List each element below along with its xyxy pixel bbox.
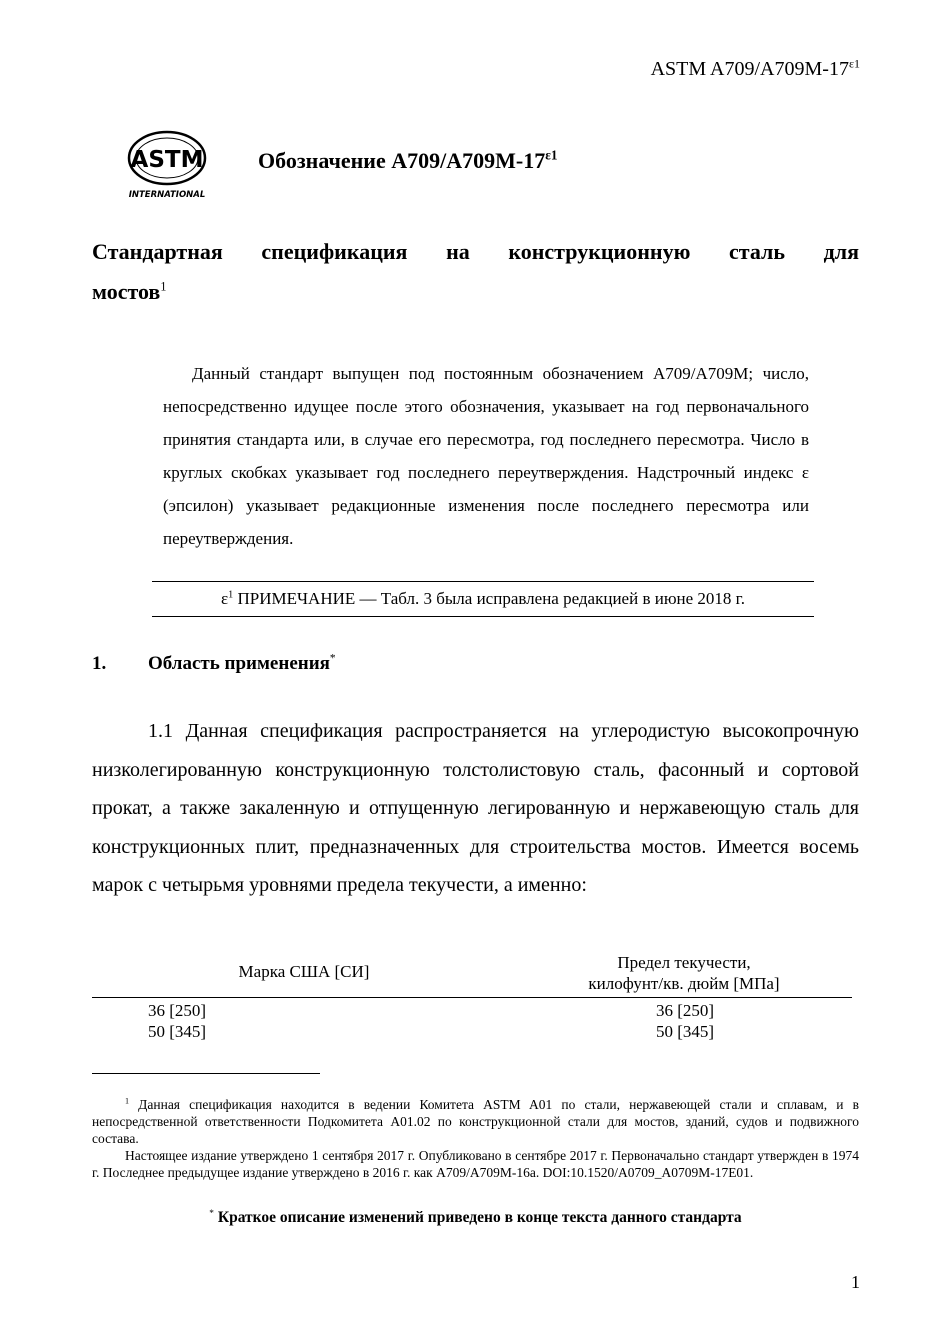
- table-header-yield: [516, 952, 852, 994]
- note-epsilon-sup: 1: [228, 589, 234, 601]
- title-word: для: [823, 239, 859, 264]
- table-header-grade: Марка США [СИ]: [238, 962, 370, 981]
- logo-mark: ASTM: [130, 147, 204, 173]
- footnote-2: Настоящее издание утверждено 1 сентября 2017 г. Опубликовано в сентябре 2017 г. Первоначально стандарт утвержден в 1974 г. Последнее предыдущее издание утверждено в 2016 г. как A709/A709M-16a. DOI:10.1520/A0709_A0709M-17E01.: [92, 1148, 859, 1180]
- footnote-1: [92, 1096, 859, 1147]
- paragraph-1-1: 1.1 Данная спецификация распространяется на углеродистую высокопрочную низколегированную конструкционную толстолистовую сталь, фасонный и сортовой прокат, а также закаленную и отпущенную легированную и нержавеющую сталь для конструкционных плит, предназначенных для строительства мостов. Имеется восемь марок с четырьмя уровнями предела текучести, а именно:: [92, 720, 859, 896]
- summary-text: Краткое описание изменений приведено в конце текста данного стандарта: [213, 1209, 742, 1226]
- editorial-note-text: [152, 582, 814, 616]
- preamble-paragraph: Данный стандарт выпущен под постоянным обозначением A709/A709M; число, непосредственно идущее после этого обозначения, указывает на год первоначального принятия стандарта или, в случае его пересмотра, год последнего пересмотра. Число в круглых скобках указывает год последнего переутверждения. Надстрочный индекс ε (эпсилон) указывает редакционные изменения после последнего пересмотра или переутверждения.: [163, 364, 809, 548]
- designation-epsilon: ε1: [545, 147, 558, 163]
- title-line-1: [92, 232, 859, 272]
- document-code-header: [651, 58, 860, 81]
- editorial-note: [152, 581, 814, 617]
- footnote-separator: [92, 1073, 320, 1074]
- title-word: спецификация: [261, 239, 408, 264]
- title-word: Стандартная: [92, 239, 223, 264]
- table-cell-grade: 50 [345]: [148, 1022, 207, 1041]
- table-rule: [92, 997, 852, 998]
- logo-label: INTERNATIONAL: [128, 190, 206, 200]
- title-footnote-ref: 1: [160, 279, 167, 294]
- standard-designation: [258, 148, 557, 174]
- document-code-epsilon: ε1: [848, 56, 860, 71]
- table-cell-yield: 36 [250]: [656, 1001, 715, 1020]
- page-number: 1: [851, 1272, 860, 1292]
- table-header-yield-line2: килофунт/кв. дюйм [МПа]: [588, 974, 780, 993]
- note-epsilon: ε: [221, 589, 229, 608]
- section-title: Область применения: [148, 653, 330, 674]
- designation-text: Обозначение A709/A709M-17: [258, 148, 546, 173]
- document-title: [92, 232, 859, 312]
- astm-logo: [124, 128, 210, 200]
- title-word: на: [446, 239, 470, 264]
- footnotes: [92, 1096, 859, 1181]
- title-word: сталь: [728, 239, 785, 264]
- document-code: ASTM A709/A709M-17: [650, 58, 849, 80]
- table-header-yield-line1: Предел текучести,: [617, 953, 751, 972]
- note-body: ПРИМЕЧАНИЕ — Табл. 3 была исправлена редакцией в июне 2018 г.: [233, 589, 745, 608]
- table-cell-yield: 50 [345]: [656, 1022, 715, 1041]
- section-1-heading: [92, 653, 336, 675]
- footnote-1-text: Данная спецификация находится в ведении Комитета ASTM A01 по стали, нержавеющей стали и сплавам, и в непосредственной ответственности Подкомитета A01.02 по конструкционной стали для мостов, зданий, судов и подвижного состава.: [92, 1097, 859, 1146]
- section-number: 1.: [92, 653, 107, 674]
- summary-of-changes-note: [92, 1209, 859, 1227]
- title-line-2: [92, 272, 859, 312]
- section-title-asterisk: *: [329, 652, 336, 665]
- table-cell-grade: 36 [250]: [148, 1001, 207, 1020]
- title-word: мостов: [92, 279, 161, 304]
- footnote-1-marker: 1: [125, 1096, 130, 1106]
- summary-asterisk: *: [209, 1208, 214, 1219]
- title-word: конструкционную: [508, 239, 691, 264]
